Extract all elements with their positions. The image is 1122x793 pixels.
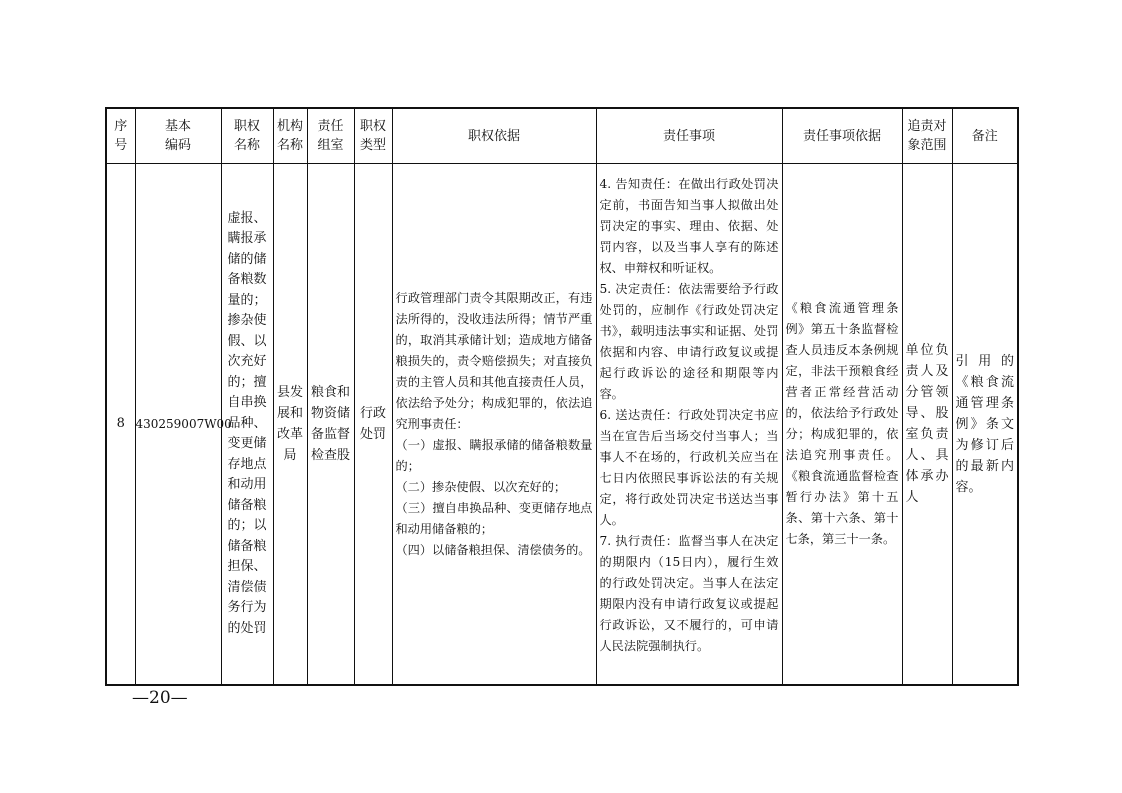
basis-line-5: （四）以储备粮担保、清偿债务的。 <box>395 542 591 557</box>
cell-duty-basis <box>782 164 902 686</box>
basis-line-1: 行政管理部门责令其限期改正，有违法所得的，没收违法所得；情节严重的，取消其承储计划；造成地方储备粮损失的，责令赔偿损失；对直接负责的主管人员和其他直接责任人员，依法给予处分；构成犯罪的，依法追究刑事责任： <box>395 290 593 431</box>
header-duty-label: 责任事项 <box>662 128 715 144</box>
basis-line-3: （二）掺杂使假、以次充好的； <box>395 479 567 494</box>
header-org-name <box>273 108 307 164</box>
header-accountability <box>902 108 952 164</box>
basis-line-2: （一）虚报、瞒报承储的储备粮数量的； <box>395 437 593 473</box>
duty-line-5: 5. 决定责任：依法需要给予行政处罚的，应制作《行政处罚决定书》，载明违法事实和证据、处罚依据和内容、申请行政复议或提起行政诉讼的途径和期限等内容。 <box>599 282 779 401</box>
header-duty <box>596 108 782 164</box>
cell-org-name <box>273 164 307 686</box>
header-code <box>135 108 221 164</box>
header-office <box>307 108 354 164</box>
cell-duty <box>596 164 782 686</box>
power-type-value: 行政处罚 <box>359 406 386 442</box>
duty-basis-value: 《粮食流通管理条例》第五十条监督检查人员违反本条例规定，非法干预粮食经营者正常经营活动的，依法给予行政处分；构成犯罪的，依法追究刑事责任。《粮食流通监督检查暂行办法》第十五条、第十六条、第十七条，第三十一条。 <box>785 301 899 546</box>
cell-remark <box>952 164 1018 686</box>
header-org-name-label: 机构 名称 <box>276 119 303 153</box>
header-remark-label: 备注 <box>971 128 998 144</box>
office-value: 粮食和物资储备监督检查股 <box>310 385 350 463</box>
table-header-row <box>106 108 1018 164</box>
cell-basis <box>392 164 596 686</box>
cell-power-type <box>354 164 392 686</box>
cell-code <box>135 164 232 686</box>
duty-line-7: 7. 执行责任：监督当事人在决定的期限内（15日内），履行生效的行政处罚决定。当事人在法定期限内没有申请行政复议或提起行政诉讼，又不履行的，可申请人民法院强制执行。 <box>599 534 779 653</box>
header-basis-label: 职权依据 <box>467 128 520 144</box>
org-name-value: 县发展和改革局 <box>276 385 303 463</box>
cell-power-name <box>221 164 273 686</box>
header-power-name-label: 职权 名称 <box>233 119 260 153</box>
page-number: —20— <box>132 688 188 708</box>
seq-value: 8 <box>116 416 125 431</box>
responsibility-table <box>105 107 1019 686</box>
header-power-type <box>354 108 392 164</box>
cell-accountability <box>902 164 952 686</box>
header-basis <box>392 108 596 164</box>
header-remark <box>952 108 1018 164</box>
header-code-label: 基本 编码 <box>164 119 191 153</box>
cell-seq <box>106 164 135 686</box>
accountability-value: 单位负责人及分管领导、股室负责人、具体承办人 <box>905 343 949 505</box>
header-duty-basis <box>782 108 902 164</box>
code-value: 430259007W00 <box>135 417 232 431</box>
header-duty-basis-label: 责任事项依据 <box>802 128 881 144</box>
cell-office <box>307 164 354 686</box>
header-office-label: 责任 组室 <box>317 119 344 153</box>
duty-line-4: 4. 告知责任：在做出行政处罚决定前，书面告知当事人拟做出处罚决定的事实、理由、依据、处罚内容，以及当事人享有的陈述权、申辩权和听证权。 <box>599 177 779 275</box>
basis-line-4: （三）擅自串换品种、变更储存地点和动用储备粮的； <box>395 500 593 536</box>
header-power-name <box>221 108 273 164</box>
remark-value: 引用的《粮食流通管理条例》条文为修订后的最新内容。 <box>955 353 1014 495</box>
header-seq <box>106 108 135 164</box>
duty-line-6: 6. 送达责任：行政处罚决定书应当在宣告后当场交付当事人；当事人不在场的，行政机关应当在七日内依照民事诉讼法的有关规定，将行政处罚决定书送达当事人。 <box>599 408 779 527</box>
table-row <box>106 164 1018 686</box>
header-accountability-label: 追责对 象范围 <box>907 119 947 153</box>
header-power-type-label: 职权 类型 <box>359 119 386 153</box>
power-name-value: 虚报、瞒报承储的储备粮数量的；掺杂使假、以次充好的；擅自串换品种、变更储存地点和动用储备粮的；以储备粮担保、清偿债务行为的处罚 <box>227 210 267 636</box>
header-seq-label: 序 号 <box>114 119 128 153</box>
